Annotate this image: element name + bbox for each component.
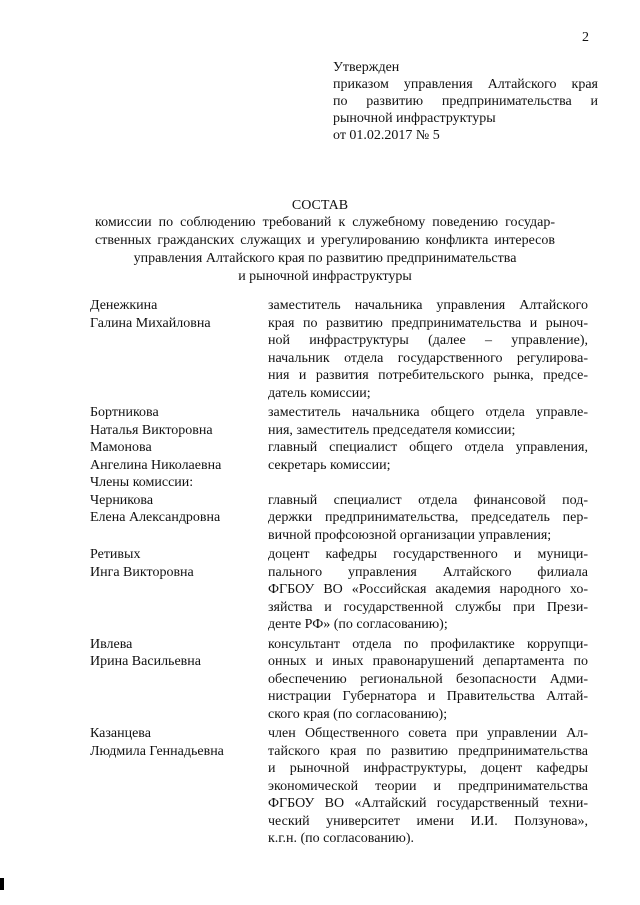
member-given-names: Галина Михайловна xyxy=(90,315,211,331)
role-line: вичной профсоюзной организации управления; xyxy=(268,527,552,543)
member-name xyxy=(90,297,268,402)
role-line: ского края (по согласованию); xyxy=(268,706,448,722)
member-given-names: Ангелина Николаевна xyxy=(90,457,222,473)
approval-line: Утвержден xyxy=(333,60,400,75)
role-line: член Общественного совета при управлении Ал- xyxy=(268,726,588,741)
member-row xyxy=(90,725,590,848)
role-line: денте РФ» (по согласованию); xyxy=(268,617,448,632)
member-name xyxy=(90,725,268,848)
member-row xyxy=(90,297,590,402)
scan-mark xyxy=(0,878,4,890)
member-surname: Бортникова xyxy=(90,405,159,420)
members-list xyxy=(90,297,590,848)
document-title: СОСТАВ xyxy=(291,198,349,213)
role-line: секретарь комиссии; xyxy=(268,457,391,473)
role-line: обеспечению региональной безопасности Адми- xyxy=(268,671,588,687)
role-line: и рыночной инфраструктуры, доцент кафедры xyxy=(268,761,588,776)
member-name xyxy=(90,636,268,724)
approval-block xyxy=(333,59,598,144)
member-given-names: Инга Викторовна xyxy=(90,564,194,580)
approval-line: приказом управления Алтайского края xyxy=(333,77,598,92)
member-name xyxy=(90,546,268,634)
role-line: экономической теории и предпринимательства xyxy=(268,778,588,794)
member-surname: Ивлева xyxy=(90,636,133,652)
subtitle-line: управления Алтайского края по развитию предпринимательства xyxy=(133,251,517,266)
role-line: доцент кафедры государственного и муници- xyxy=(268,547,588,562)
member-role xyxy=(268,404,588,439)
approval-line: рыночной инфраструктуры xyxy=(333,111,496,126)
role-line: ФГБОУ ВО «Российская академия народного хо- xyxy=(268,582,588,597)
role-line: главный специалист общего отдела управления, xyxy=(268,440,588,455)
member-row xyxy=(90,404,590,439)
member-surname: Черникова xyxy=(90,492,154,508)
role-line: тайского края по развитию предпринимательства xyxy=(268,743,588,759)
member-row xyxy=(90,546,590,634)
subtitle-line: ственных гражданских служащих и урегулированию конфликта интересов xyxy=(95,233,555,248)
member-given-names: Людмила Геннадьевна xyxy=(90,743,224,759)
member-role xyxy=(268,297,588,402)
member-surname: Денежкина xyxy=(90,298,158,313)
role-line: главный специалист отдела финансовой под- xyxy=(268,492,588,508)
approval-line: по развитию предпринимательства и xyxy=(333,94,598,109)
role-line: начальник отдела государственного регулирова- xyxy=(268,350,588,366)
role-line: зяйства и государственной службы при Прези- xyxy=(268,599,588,615)
role-line: держки предпринимательства, председатель пер- xyxy=(268,510,588,525)
member-surname: Ретивых xyxy=(90,547,141,562)
subtitle-line: комиссии по соблюдению требований к служебному поведению государ- xyxy=(95,215,555,230)
role-line: к.г.н. (по согласованию). xyxy=(268,831,415,846)
member-name xyxy=(90,492,268,545)
page-number: 2 xyxy=(582,30,589,45)
member-row xyxy=(90,492,590,545)
member-row xyxy=(90,439,590,492)
member-row xyxy=(90,636,590,724)
role-line: онных и иных правонарушений департамента по xyxy=(268,654,588,669)
member-name xyxy=(90,404,268,439)
role-line: ной инфраструктуры (далее – управление), xyxy=(268,333,588,348)
role-line: края по развитию предпринимательства и рыноч- xyxy=(268,315,588,331)
member-role xyxy=(268,636,588,724)
role-line: датель комиссии; xyxy=(268,385,371,401)
role-line: ния, заместитель председателя комиссии; xyxy=(268,422,516,438)
role-line: пального управления Алтайского филиала xyxy=(268,564,588,580)
role-line: консультант отдела по профилактике коррупци- xyxy=(268,636,588,652)
role-line: нистрации Губернатора и Правительства Алтай- xyxy=(268,689,588,704)
members-label: Члены комиссии: xyxy=(90,475,194,490)
member-given-names: Елена Александровна xyxy=(90,510,221,525)
member-name xyxy=(90,439,268,492)
member-role xyxy=(268,546,588,634)
member-given-names: Ирина Васильевна xyxy=(90,654,201,669)
member-role xyxy=(268,439,588,492)
approval-line: от 01.02.2017 № 5 xyxy=(333,128,440,143)
document-subtitle xyxy=(95,214,555,286)
member-role xyxy=(268,492,588,545)
subtitle-line: и рыночной инфраструктуры xyxy=(238,269,412,284)
role-line: ческий университет имени И.И. Ползунова», xyxy=(268,813,588,829)
member-surname: Казанцева xyxy=(90,726,151,741)
role-line: ния и развития потребительского рынка, предсе- xyxy=(268,368,588,383)
member-surname: Мамонова xyxy=(90,440,152,455)
role-line: заместитель начальника общего отдела управле- xyxy=(268,405,588,420)
member-role xyxy=(268,725,588,848)
role-line: заместитель начальника управления Алтайского xyxy=(268,298,588,313)
member-given-names: Наталья Викторовна xyxy=(90,422,213,438)
role-line: ФГБОУ ВО «Алтайский государственный техни- xyxy=(268,796,588,811)
